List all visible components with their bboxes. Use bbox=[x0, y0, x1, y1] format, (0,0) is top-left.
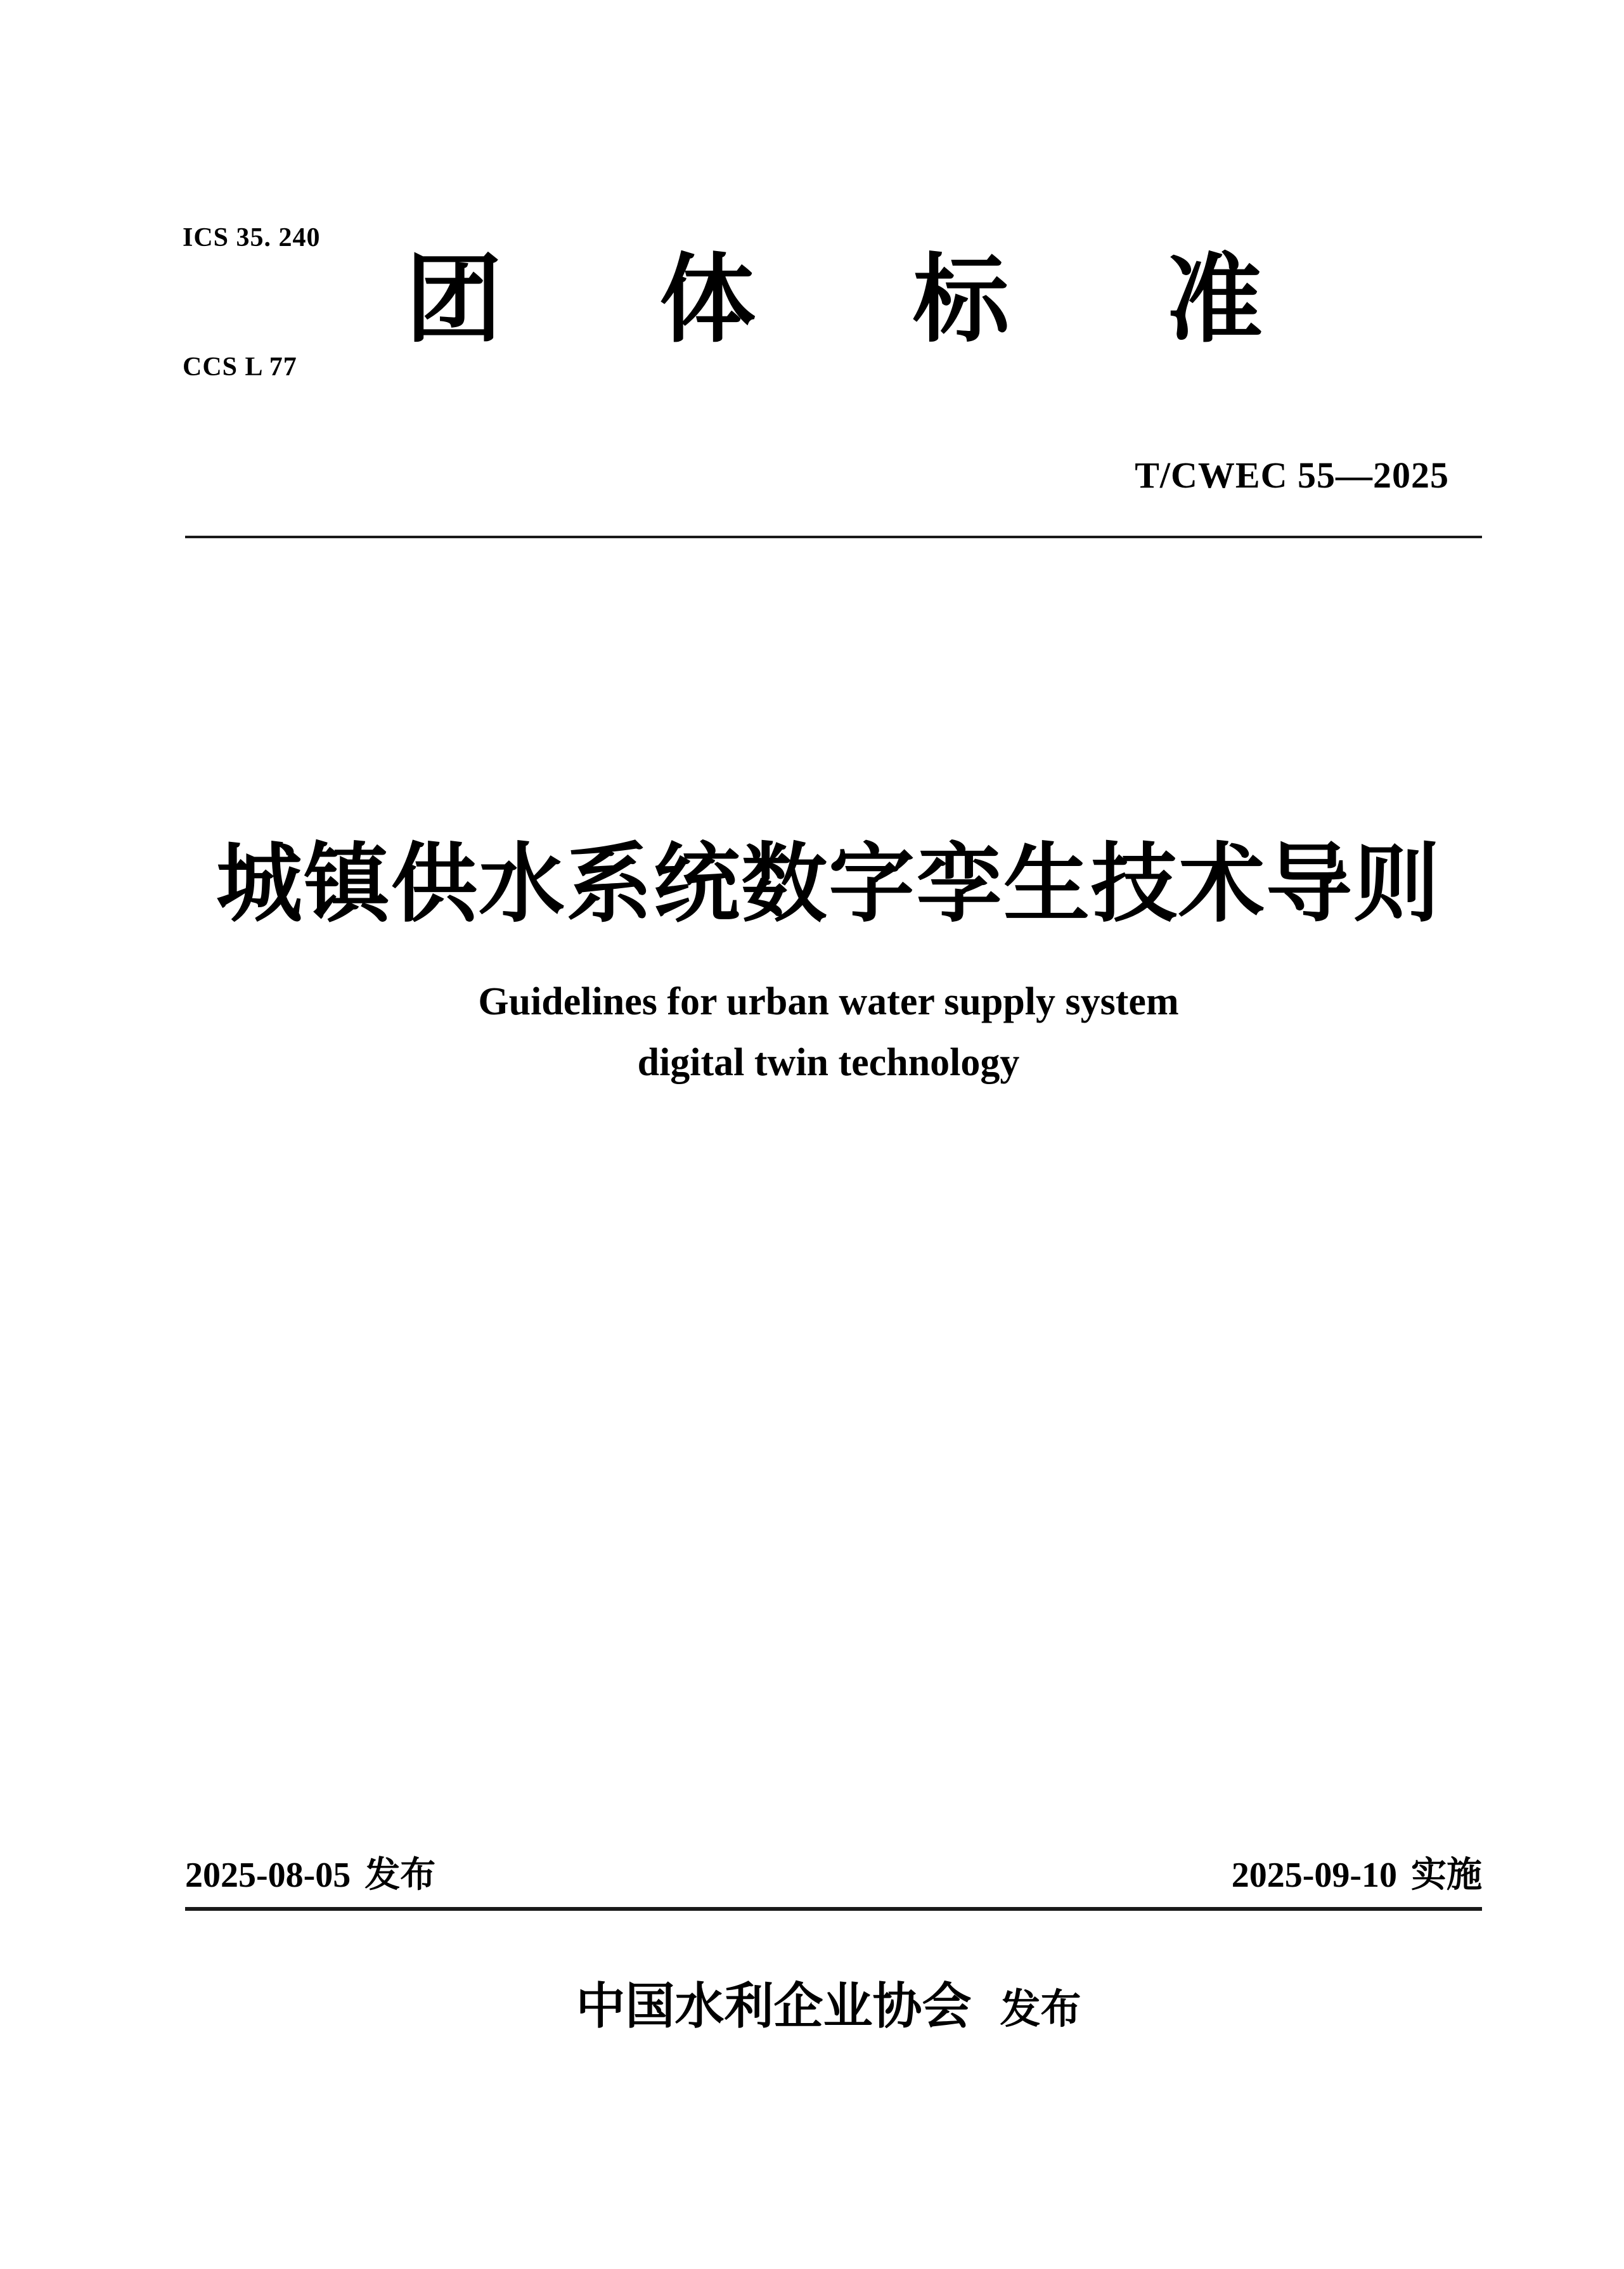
ics-code: ICS 35. 240 bbox=[183, 223, 321, 253]
date-row bbox=[185, 1854, 1482, 1897]
doc-type-char-1: 团 bbox=[406, 247, 502, 354]
implement-date-item bbox=[1232, 1854, 1482, 1897]
publisher-line bbox=[16, 1977, 1624, 2036]
issue-date-label: 发布 bbox=[364, 1856, 436, 1895]
english-subtitle-line2: digital twin technology bbox=[637, 1041, 1020, 1085]
issue-date-item bbox=[185, 1854, 435, 1897]
document-type-heading bbox=[406, 247, 1263, 354]
doc-type-char-3: 标 bbox=[913, 247, 1009, 354]
publisher-name: 中国水利企业协会 bbox=[576, 1979, 972, 2034]
implement-date-value: 2025-09-10 bbox=[1231, 1856, 1397, 1895]
top-divider-rule bbox=[185, 536, 1482, 538]
bottom-divider-rule bbox=[185, 1907, 1482, 1911]
doc-type-char-4: 准 bbox=[1166, 247, 1263, 354]
ccs-code: CCS L 77 bbox=[183, 352, 297, 382]
english-subtitle-line1: Guidelines for urban water supply system bbox=[478, 980, 1179, 1023]
main-title-chinese: 城镇供水系统数字孪生技术导则 bbox=[216, 837, 1441, 933]
publisher-suffix-label: 发布 bbox=[1000, 1987, 1081, 2032]
issue-date-value: 2025-08-05 bbox=[185, 1856, 351, 1895]
english-subtitle bbox=[16, 971, 1624, 1093]
standard-number: T/CWEC 55—2025 bbox=[1135, 455, 1449, 496]
implement-date-label: 实施 bbox=[1411, 1856, 1482, 1895]
doc-type-char-2: 体 bbox=[659, 247, 756, 354]
classification-codes bbox=[183, 130, 321, 475]
